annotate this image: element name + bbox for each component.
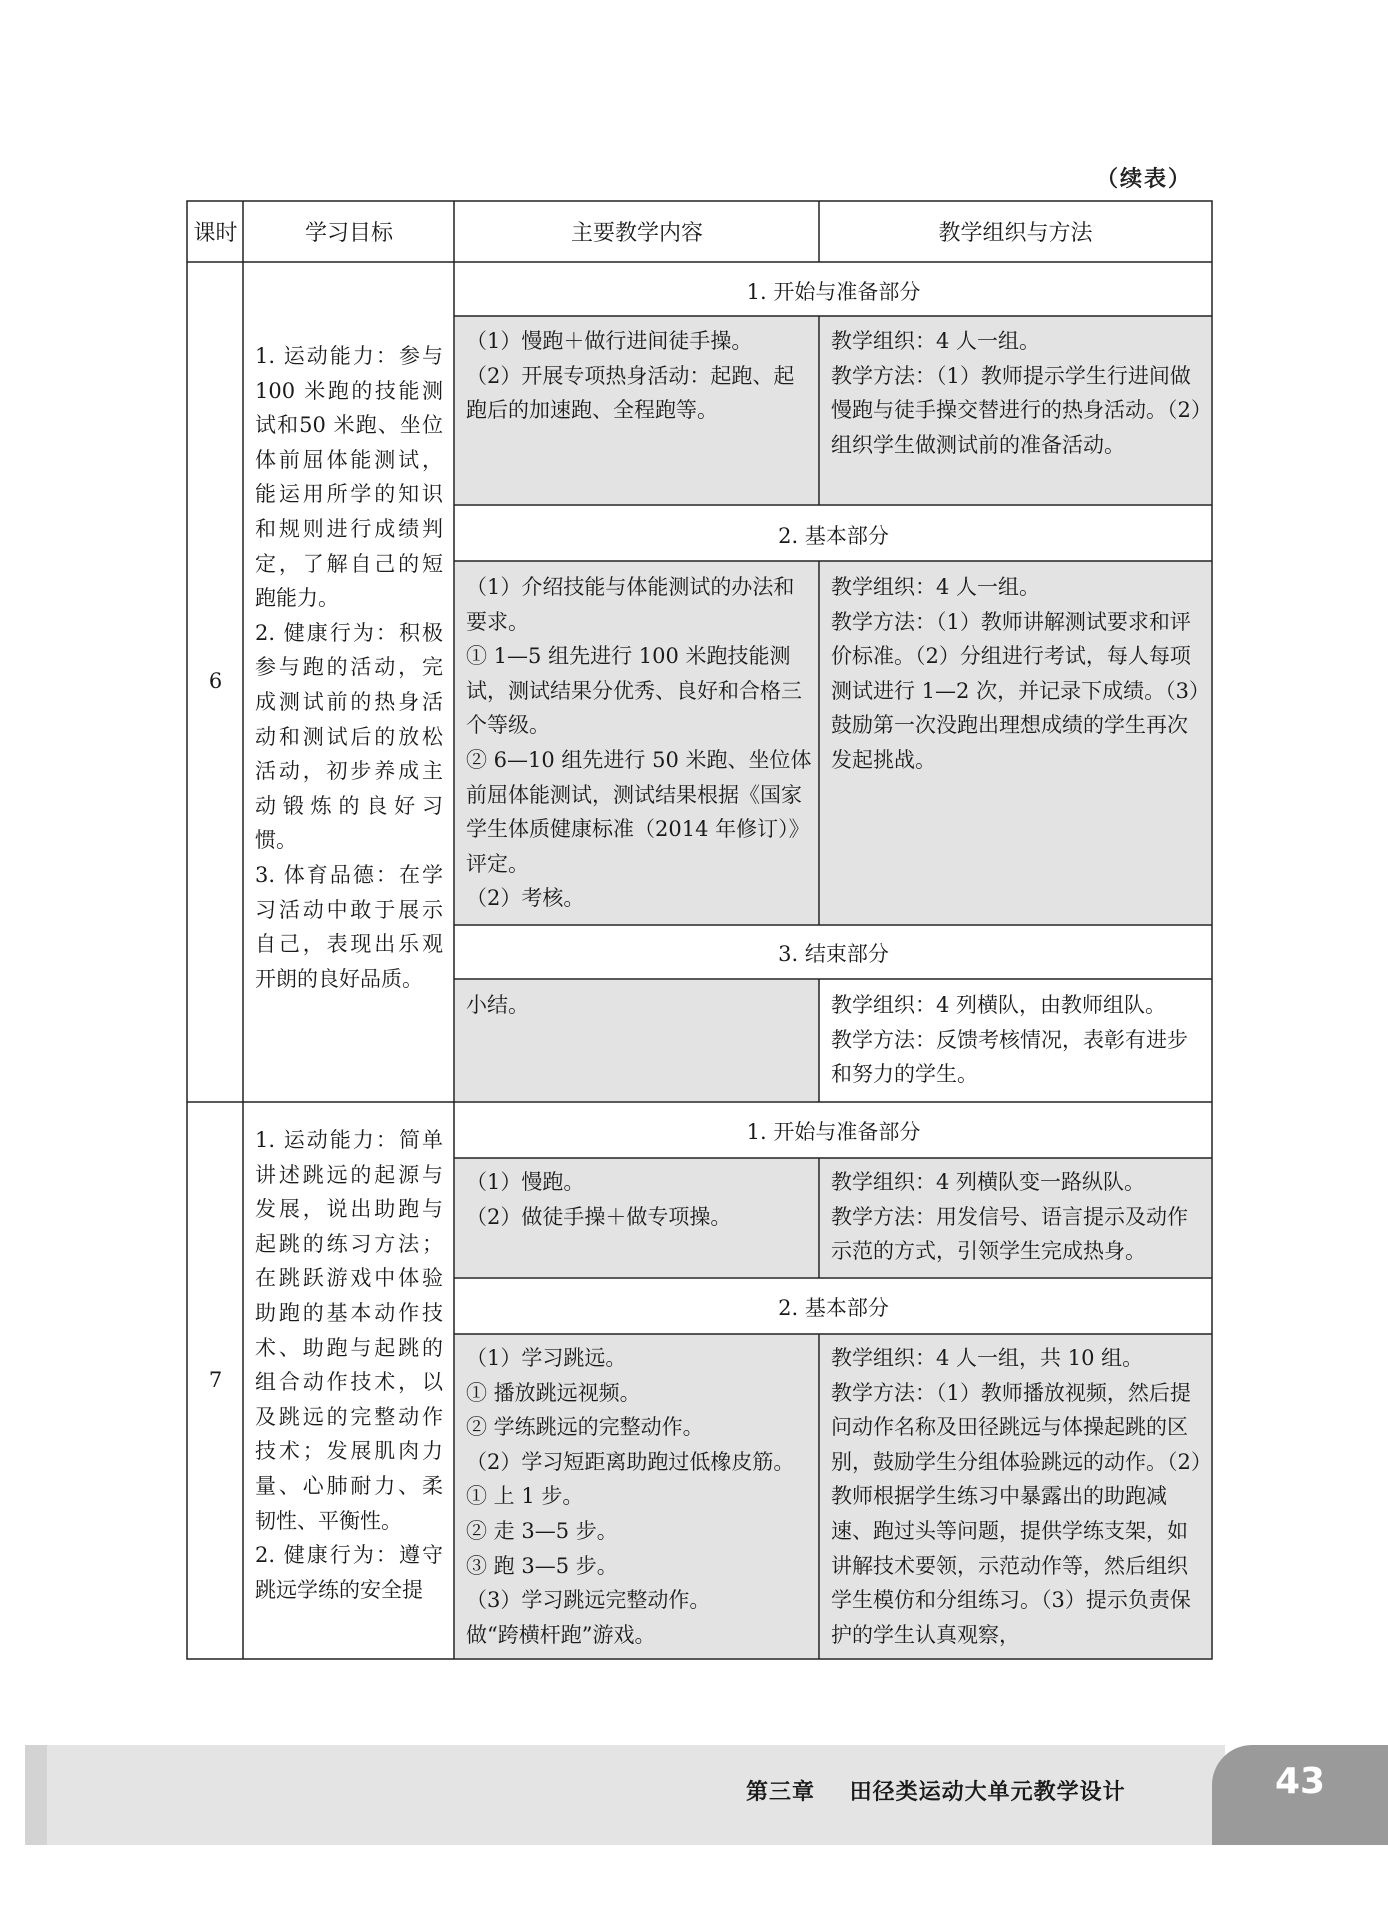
- section-title: 3. 结束部分: [778, 942, 889, 966]
- learning-objectives: 1. 运动能力：简单讲述跳远的起源与发展，说出助跑与起跳的练习方法；在跳跃游戏中体验助跑的基本动作技术、助跑与起跳的组合动作技术，以及跳远的完整动作技术；发展肌肉力量、心肺耐力、柔韧性、平衡性。 2. 健康行为：遵守跳远学练的安全提: [255, 1128, 443, 1602]
- teaching-method: 教学组织：4 列横队变一路纵队。 教学方法：用发信号、语言提示及动作示范的方式，引领学生完成热身。: [831, 1170, 1188, 1264]
- section-title: 2. 基本部分: [778, 524, 889, 548]
- section-title: 1. 开始与准备部分: [746, 280, 921, 304]
- learning-objectives: 1. 运动能力：参与100 米跑的技能测试和50 米跑、坐位体前屈体能测试，能运用所学的知识和规则进行成绩判定，了解自己的短跑能力。 2. 健康行为：积极参与跑的活动，完成测试前的热身活动和测试后的放松活动，初步养成主动锻炼的良好习惯。 3. 体育品德：在学习活动中敢于展示自己，表现出乐观开朗的良好品质。: [255, 344, 443, 991]
- teaching-method: 教学组织：4 列横队，由教师组队。 教学方法：反馈考核情况，表彰有进步和努力的学生。: [831, 993, 1188, 1087]
- lesson-number: 6: [208, 669, 223, 693]
- teaching-content: （1）慢跑＋做行进间徒手操。 （2）开展专项热身活动：起跑、起跑后的加速跑、全程跑等。: [466, 329, 795, 423]
- page-number: 43: [1212, 1745, 1388, 1845]
- teaching-content: 小结。: [466, 993, 529, 1017]
- teaching-method: 教学组织：4 人一组。 教学方法：（1）教师讲解测试要求和评价标准。（2）分组进行考试，每人每项测试进行 1—2 次，并记录下成绩。（3）鼓励第一次没跑出理想成绩的学生再次发起挑战。: [831, 575, 1200, 772]
- teaching-content: （1）学习跳远。 ① 播放跳远视频。 ② 学练跳远的完整动作。 （2）学习短距离助跑过低橡皮筋。 ① 上 1 步。 ② 走 3—5 步。 ③ 跑 3—5 步。 （3）学习跳远完整动作。 做“跨横杆跑”游戏。: [466, 1346, 795, 1647]
- chapter-footer: [746, 1775, 1126, 1806]
- header-content: 主要教学内容: [570, 221, 703, 246]
- header-lesson: 课时: [193, 221, 238, 246]
- teaching-content: （1）介绍技能与体能测试的办法和要求。 ① 1—5 组先进行 100 米跑技能测试，测试结果分优秀、良好和合格三个等级。 ② 6—10 组先进行 50 米跑、坐位体前屈体能测试，测试结果根据《国家学生体质健康标准（2014 年修订）》评定。 （2）考核。: [466, 575, 812, 911]
- teaching-method: 教学组织：4 人一组，共 10 组。 教学方法：（1）教师播放视频，然后提问动作名称及田径跳远与体操起跳的区别，鼓励学生分组体验跳远的动作。（2）教师根据学生练习中暴露出的助跑减速、跑过头等问题，提供学练支架，如讲解技术要领，示范动作等，然后组织学生模仿和分组练习。（3）提示负责保护的学生认真观察，: [831, 1346, 1202, 1647]
- section-title: 1. 开始与准备部分: [746, 1120, 921, 1144]
- lesson-number: 7: [208, 1368, 223, 1392]
- section-title: 2. 基本部分: [778, 1296, 889, 1320]
- header-objectives: 学习目标: [304, 221, 393, 246]
- teaching-method: 教学组织：4 人一组。 教学方法：（1）教师提示学生行进间做慢跑与徒手操交替进行的热身活动。（2）组织学生做测试前的准备活动。: [831, 329, 1202, 457]
- header-method: 教学组织与方法: [938, 221, 1093, 246]
- footer-strip: [25, 1745, 47, 1845]
- chapter-title: 田径类运动大单元教学设计: [849, 1780, 1126, 1805]
- teaching-content: （1）慢跑。 （2）做徒手操＋做专项操。: [466, 1170, 732, 1229]
- chapter-label: 第三章: [746, 1780, 816, 1805]
- continued-label: （续表）: [1096, 167, 1193, 192]
